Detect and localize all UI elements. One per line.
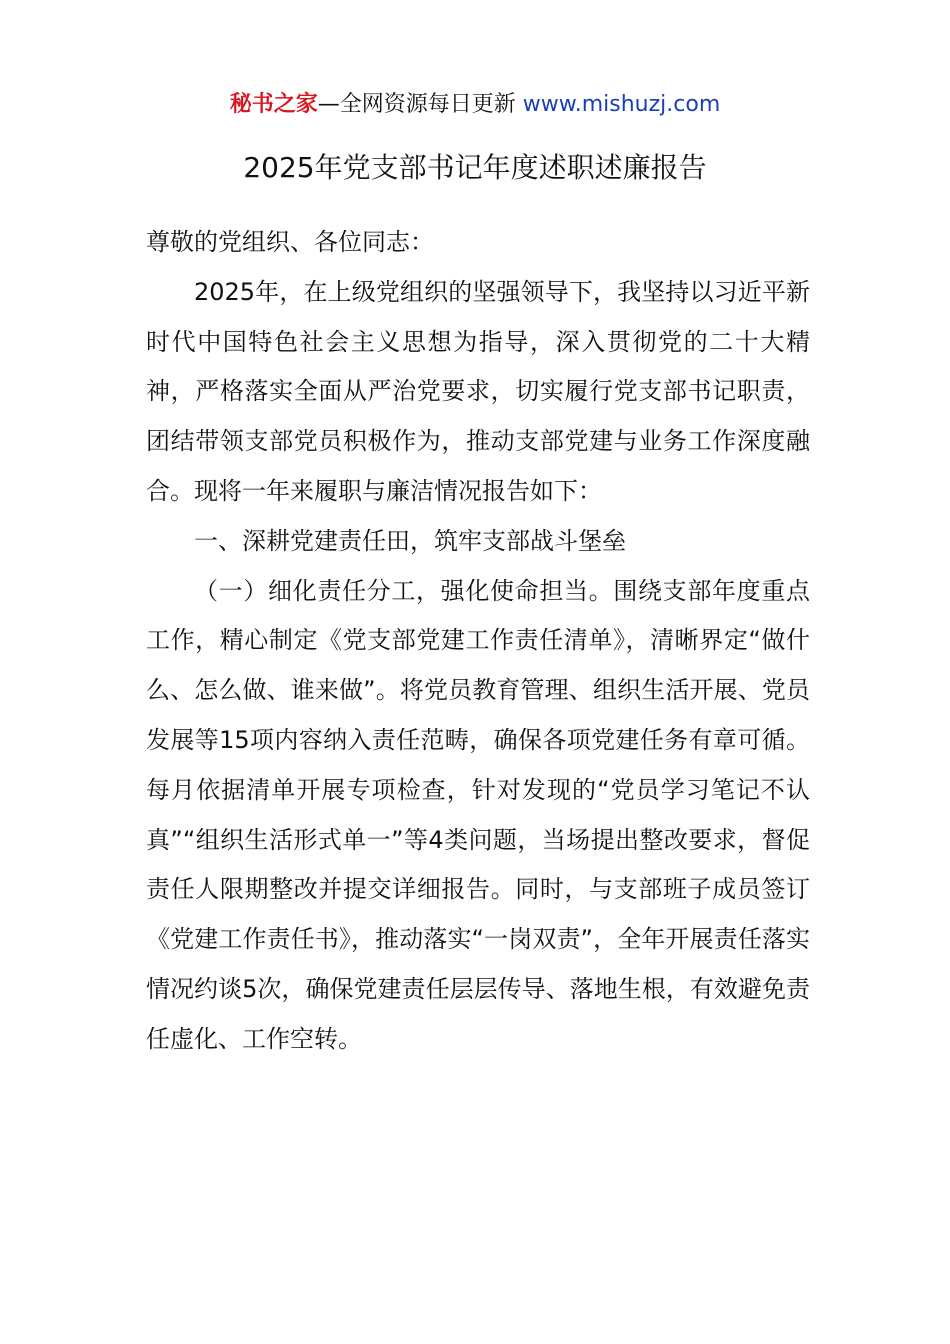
salutation: 尊敬的党组织、各位同志： [146, 228, 434, 256]
site-url-link[interactable]: www.mishuzj.com [522, 92, 721, 117]
document-title: 2025年党支部书记年度述职述廉报告 [243, 151, 707, 184]
body-paragraph: （一）细化责任分工，强化使命担当。围绕支部年度重点工作，精心制定《党支部党建工作责任清单》，清晰界定“做什么、怎么做、谁来做”。将党员教育管理、组织生活开展、党员发展等15项内容纳入责任范畴，确保各项党建任务有章可循。每月依据清单开展专项检查，针对发现的“党员学习笔记不认真”“组织生活形式单一”等4类问题，当场提出整改要求，督促责任人限期整改并提交详细报告。同时，与支部班子成员签订《党建工作责任书》，推动落实“一岗双责”，全年开展责任落实情况约谈5次，确保党建责任层层传导、落地生根，有效避免责任虚化、工作空转。 [146, 576, 810, 1053]
site-tagline: —全网资源每日更新 [317, 92, 516, 117]
site-header [0, 88, 950, 122]
intro-paragraph: 2025年，在上级党组织的坚强领导下，我坚持以习近平新时代中国特色社会主义思想为指导，深入贯彻党的二十大精神，严格落实全面从严治党要求，切实履行党支部书记职责，团结带领支部党员积极作为，推动支部党建与业务工作深度融合。现将一年来履职与廉洁情况报告如下： [146, 277, 810, 505]
section-heading: 一、深耕党建责任田，筑牢支部战斗堡垒 [194, 526, 626, 555]
site-brand: 秘书之家 [229, 92, 318, 117]
document-body [146, 218, 810, 1065]
